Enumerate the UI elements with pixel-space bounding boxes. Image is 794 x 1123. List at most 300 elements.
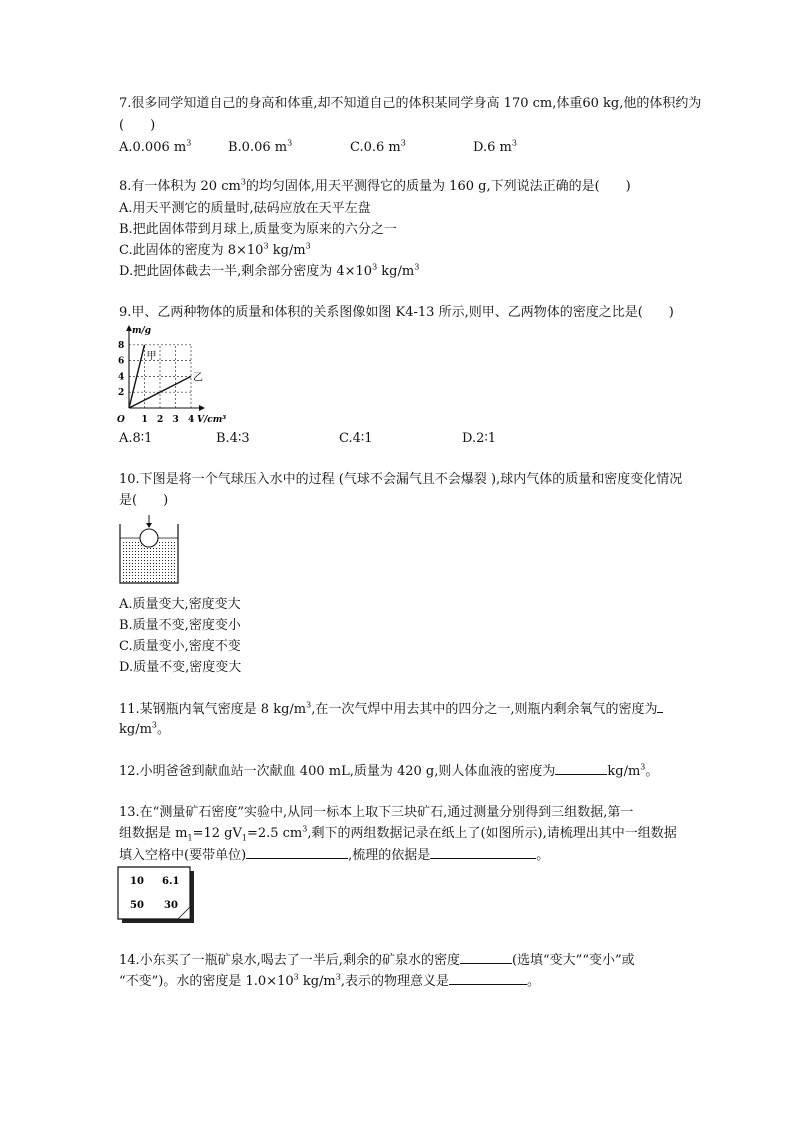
water-dot: [141, 566, 142, 567]
water-dot: [141, 554, 142, 555]
water-dot: [168, 575, 169, 576]
water-dot: [153, 572, 154, 573]
water-dot: [162, 557, 163, 558]
water-dot: [144, 566, 145, 567]
water-dot: [153, 578, 154, 579]
water-dot: [135, 581, 136, 582]
water-dot: [162, 551, 163, 552]
q9-option-a: A.8∶1: [119, 431, 153, 446]
water-dot: [123, 548, 124, 549]
water-dot: [150, 575, 151, 576]
water-dot: [129, 560, 130, 561]
water-dot: [135, 542, 136, 543]
water-dot: [141, 572, 142, 573]
water-dot: [141, 578, 142, 579]
q11-answer-blank[interactable]: [657, 700, 663, 713]
water-dot: [141, 557, 142, 558]
water-dot: [168, 548, 169, 549]
water-dot: [162, 566, 163, 567]
water-dot: [150, 563, 151, 564]
water-dot: [144, 554, 145, 555]
q9-option-c: C.4∶1: [339, 431, 373, 446]
water-dot: [135, 566, 136, 567]
water-dot: [141, 581, 142, 582]
water-dot: [132, 575, 133, 576]
q7-paren: ( ): [119, 118, 156, 133]
q14-meaning-blank[interactable]: [449, 972, 527, 985]
water-dot: [165, 551, 166, 552]
origin-label: O: [117, 415, 125, 425]
water-dot: [132, 563, 133, 564]
water-dot: [156, 548, 157, 549]
water-dot: [147, 560, 148, 561]
water-dot: [138, 563, 139, 564]
card-value-2: 6.1: [162, 876, 180, 887]
water-dot: [138, 542, 139, 543]
water-dot: [159, 551, 160, 552]
water-dot: [129, 551, 130, 552]
water-dot: [141, 563, 142, 564]
water-dot: [150, 581, 151, 582]
water-dot: [165, 542, 166, 543]
card-value-4: 30: [164, 900, 178, 911]
water-dot: [165, 548, 166, 549]
water-dot: [144, 548, 145, 549]
water-dot: [150, 572, 151, 573]
water-dot: [132, 572, 133, 573]
water-dot: [171, 581, 172, 582]
water-dot: [174, 569, 175, 570]
q7-option-c: C.0.6 $m^3$: [350, 138, 406, 155]
water-dot: [174, 560, 175, 561]
water-dot: [123, 560, 124, 561]
water-dot: [174, 566, 175, 567]
water-dot: [144, 557, 145, 558]
water-dot: [147, 557, 148, 558]
water-dot: [171, 542, 172, 543]
water-dot: [174, 551, 175, 552]
water-dot: [159, 581, 160, 582]
water-dot: [129, 542, 130, 543]
water-dot: [159, 578, 160, 579]
water-dot: [147, 578, 148, 579]
push-arrow-head: [146, 523, 152, 528]
water-dot: [135, 557, 136, 558]
water-dot: [126, 545, 127, 546]
water-dot: [126, 560, 127, 561]
water-dot: [165, 563, 166, 564]
water-dot: [162, 575, 163, 576]
water-dot: [156, 581, 157, 582]
water-dot: [147, 569, 148, 570]
water-dot: [174, 578, 175, 579]
water-dot: [126, 557, 127, 558]
water-dot: [174, 554, 175, 555]
x-tick-label-3: 3: [172, 415, 179, 425]
water-dot: [153, 551, 154, 552]
water-dot: [174, 542, 175, 543]
q10-stem-line1: 10.下图是将一个气球压入水中的过程 (气球不会漏气且不会爆裂 ),球内气体的质量和密度变化情况: [119, 472, 683, 487]
water-dot: [168, 578, 169, 579]
water-dot: [141, 551, 142, 552]
water-dot: [132, 560, 133, 561]
water-dot: [168, 542, 169, 543]
water-dot: [135, 551, 136, 552]
balloon: [140, 529, 158, 547]
water-dot: [138, 557, 139, 558]
water-dot: [168, 557, 169, 558]
water-dot: [147, 548, 148, 549]
water-dot: [165, 572, 166, 573]
water-dot: [165, 569, 166, 570]
water-dot: [126, 551, 127, 552]
water-dot: [153, 560, 154, 561]
water-dot: [138, 560, 139, 561]
balloon-in-water-figure: [117, 514, 181, 586]
water-dot: [123, 554, 124, 555]
water-dot: [171, 572, 172, 573]
water-dot: [132, 581, 133, 582]
water-dot: [132, 569, 133, 570]
water-dot: [162, 563, 163, 564]
water-dot: [135, 560, 136, 561]
q13-line3: 填入空格中(要带单位) ,梳理的依据是 。: [119, 848, 550, 863]
water-dot: [159, 545, 160, 546]
water-dot: [126, 578, 127, 579]
q14-density-blank[interactable]: [460, 951, 512, 964]
water-dot: [126, 563, 127, 564]
data-card-figure: [116, 866, 196, 924]
water-dot: [162, 572, 163, 573]
water-dot: [174, 572, 175, 573]
q13-data-blank[interactable]: [246, 846, 348, 859]
water-dot: [132, 554, 133, 555]
water-dot: [129, 548, 130, 549]
water-dot: [168, 551, 169, 552]
water-dot: [135, 569, 136, 570]
y-tick-label-4: 4: [118, 372, 125, 383]
water-dot: [153, 566, 154, 567]
x-tick-label-1: 1: [141, 415, 148, 425]
water-dot: [126, 542, 127, 543]
water-dot: [171, 566, 172, 567]
water-dot: [138, 551, 139, 552]
water-dot: [141, 560, 142, 561]
mass-volume-chart: [114, 322, 238, 428]
water-dot: [129, 581, 130, 582]
water-dot: [126, 575, 127, 576]
water-dot: [123, 563, 124, 564]
water-dot: [159, 563, 160, 564]
water-dot: [168, 554, 169, 555]
water-dot: [165, 566, 166, 567]
water-dot: [135, 572, 136, 573]
y-axis-label: m/g: [132, 326, 152, 336]
water-dot: [129, 563, 130, 564]
water-dot: [123, 575, 124, 576]
q7-option-d: D.6 $m^3$: [473, 138, 517, 155]
water-dot: [156, 566, 157, 567]
q13-basis-blank[interactable]: [430, 846, 536, 859]
water-dot: [162, 560, 163, 561]
water-dot: [156, 578, 157, 579]
water-dot: [147, 554, 148, 555]
card-value-3: 50: [130, 900, 144, 911]
water-dot: [156, 557, 157, 558]
water-dot: [147, 575, 148, 576]
series-label-1: 甲: [146, 350, 157, 362]
y-tick-label-2: 2: [118, 388, 125, 399]
water-dot: [168, 545, 169, 546]
water-dot: [123, 572, 124, 573]
water-dot: [159, 575, 160, 576]
y-tick-label-8: 8: [118, 340, 125, 351]
water-dot: [159, 548, 160, 549]
water-dot: [171, 560, 172, 561]
water-dot: [141, 545, 142, 546]
water-dot: [147, 566, 148, 567]
water-dot: [132, 548, 133, 549]
water-dot: [150, 578, 151, 579]
water-dot: [129, 545, 130, 546]
water-dot: [162, 554, 163, 555]
water-dot: [159, 560, 160, 561]
water-dot: [138, 554, 139, 555]
water-dot: [159, 566, 160, 567]
water-dot: [165, 560, 166, 561]
water-dot: [129, 569, 130, 570]
water-dot: [156, 563, 157, 564]
water-dot: [168, 581, 169, 582]
water-dot: [123, 545, 124, 546]
water-dot: [156, 572, 157, 573]
water-dot: [126, 581, 127, 582]
water-dot: [171, 545, 172, 546]
water-dot: [135, 575, 136, 576]
water-dot: [129, 557, 130, 558]
water-dot: [153, 557, 154, 558]
water-dot: [162, 581, 163, 582]
water-dot: [138, 566, 139, 567]
water-dot: [141, 575, 142, 576]
water-dot: [150, 554, 151, 555]
water-dot: [162, 578, 163, 579]
water-dot: [171, 548, 172, 549]
water-dot: [123, 569, 124, 570]
water-dot: [174, 557, 175, 558]
water-dot: [123, 581, 124, 582]
q11-unit: $kg/m^3$。: [119, 720, 171, 737]
water-dot: [126, 554, 127, 555]
q14-line1: 14.小东买了一瓶矿泉水,喝去了一半后,剩余的矿泉水的密度 (选填“变大”“变小”或: [119, 953, 635, 968]
q9-stem: 9.甲、乙两种物体的质量和体积的关系图像如图 K4-13 所示,则甲、乙两物体的密度之比是( ): [119, 305, 674, 320]
water-dot: [147, 581, 148, 582]
water-dot: [144, 551, 145, 552]
water-dot: [135, 554, 136, 555]
water-dot: [171, 557, 172, 558]
water-dot: [156, 551, 157, 552]
q13-line2: 组数据是 $m_1=12$ $gV_1=2.5$ $cm^3$,剩下的两组数据记录在纸上了(如图所示),请梳理出其中一组数据: [119, 824, 677, 843]
water-dot: [168, 563, 169, 564]
water-dot: [141, 569, 142, 570]
water-dot: [156, 569, 157, 570]
water-dot: [132, 551, 133, 552]
water-dot: [171, 569, 172, 570]
water-dot: [165, 578, 166, 579]
water-dot: [144, 581, 145, 582]
series-label-2: 乙: [193, 372, 203, 384]
water-dot: [123, 542, 124, 543]
water-dot: [174, 563, 175, 564]
q10-option-b: B.质量不变,密度变小: [119, 618, 241, 633]
water-dot: [129, 572, 130, 573]
x-axis-label: V/cm³: [197, 415, 227, 425]
q11-stem: 11.某钢瓶内氧气密度是 8 $kg/m^3$,在一次气焊中用去其中的四分之一,则瓶内剩余氧气的密度为: [119, 700, 663, 719]
q12-stem: 12.小明爸爸到献血站一次献血 400 mL,质量为 420 g,则人体血液的密度为 $kg/m^3$。: [119, 762, 659, 779]
water-dot: [171, 563, 172, 564]
water-dot: [150, 566, 151, 567]
water-dot: [171, 554, 172, 555]
q7-stem: 7.很多同学知道自己的身高和体重,却不知道自己的体积某同学身高 170 cm,体重60 kg,他的体积约为: [119, 96, 702, 111]
water-dot: [129, 554, 130, 555]
water-dot: [165, 557, 166, 558]
water-dot: [135, 548, 136, 549]
water-dot: [165, 581, 166, 582]
water-dot: [159, 554, 160, 555]
water-dot: [150, 551, 151, 552]
water-dot: [165, 545, 166, 546]
water-dot: [159, 542, 160, 543]
water-dot: [135, 563, 136, 564]
water-dot: [138, 578, 139, 579]
water-dot: [132, 542, 133, 543]
water-dot: [174, 548, 175, 549]
water-dot: [150, 560, 151, 561]
q10-option-d: D.质量不变,密度变大: [119, 660, 242, 675]
water-dot: [159, 557, 160, 558]
water-dot: [153, 548, 154, 549]
water-dot: [171, 551, 172, 552]
water-dot: [153, 575, 154, 576]
water-dot: [132, 578, 133, 579]
water-dot: [126, 569, 127, 570]
water-dot: [150, 548, 151, 549]
water-dot: [126, 572, 127, 573]
water-dot: [168, 560, 169, 561]
water-dot: [150, 557, 151, 558]
water-dot: [168, 572, 169, 573]
water-dot: [159, 569, 160, 570]
water-dot: [174, 545, 175, 546]
water-dot: [147, 572, 148, 573]
water-dot: [138, 572, 139, 573]
water-dot: [138, 548, 139, 549]
water-dot: [138, 575, 139, 576]
water-dot: [123, 557, 124, 558]
water-dot: [129, 575, 130, 576]
water-dot: [162, 569, 163, 570]
x-tick-label-2: 2: [157, 415, 164, 425]
water-dot: [123, 551, 124, 552]
water-dot: [132, 557, 133, 558]
water-dot: [156, 554, 157, 555]
water-dots: [123, 542, 175, 582]
water-dot: [138, 545, 139, 546]
water-dot: [126, 548, 127, 549]
water-dot: [159, 572, 160, 573]
q13-line1: 13.在“测量矿石密度”实验中,从同一标本上取下三块矿石,通过测量分别得到三组数据,第一: [119, 805, 634, 820]
water-dot: [144, 560, 145, 561]
water-dot: [147, 563, 148, 564]
water-dot: [144, 569, 145, 570]
water-dot: [162, 545, 163, 546]
water-dot: [171, 578, 172, 579]
water-dot: [174, 575, 175, 576]
water-dot: [135, 578, 136, 579]
water-dot: [156, 575, 157, 576]
water-dot: [168, 569, 169, 570]
water-dot: [141, 548, 142, 549]
q9-option-d: D.2∶1: [462, 431, 497, 446]
y-tick-label-6: 6: [118, 356, 125, 367]
water-dot: [165, 554, 166, 555]
q8-option-b: B.把此固体带到月球上,质量变为原来的六分之一: [119, 222, 397, 237]
water-dot: [132, 545, 133, 546]
water-dot: [126, 566, 127, 567]
x-axis-arrow: [199, 405, 205, 411]
q10-stem-line2: 是( ): [119, 493, 169, 508]
water-dot: [123, 566, 124, 567]
card-value-1: 10: [130, 876, 144, 887]
water-dot: [147, 551, 148, 552]
water-dot: [162, 542, 163, 543]
q14-line2: “不变”)。水的密度是 $1.0\times 10^3$ $kg/m^3$,表示的物理意义是 。: [119, 972, 540, 989]
water-dot: [162, 548, 163, 549]
q8-option-d: D.把此固体截去一半,剩余部分密度为 $4\times 10^3$ $kg/m^3$: [119, 262, 420, 279]
water-dot: [123, 578, 124, 579]
water-dot: [153, 563, 154, 564]
water-dot: [144, 563, 145, 564]
water-dot: [174, 581, 175, 582]
water-dot: [153, 569, 154, 570]
q8-option-c: C.此固体的密度为 $8\times 10^3$ $kg/m^3$: [119, 241, 311, 258]
q7-option-b: B.0.06 $m^3$: [228, 138, 293, 155]
water-dot: [156, 560, 157, 561]
water-dot: [165, 575, 166, 576]
water-dot: [138, 581, 139, 582]
q7-option-a: A.0.006 $m^3$: [119, 138, 192, 155]
q8-stem: 8.有一体积为 20 $cm^3$的均匀固体,用天平测得它的质量为 160 g,下列说法正确的是( ): [119, 177, 631, 194]
water-dot: [129, 566, 130, 567]
card: [118, 867, 190, 919]
water-dot: [171, 575, 172, 576]
q12-answer-blank[interactable]: [555, 762, 607, 775]
water-dot: [144, 575, 145, 576]
water-dot: [132, 566, 133, 567]
water-dot: [153, 554, 154, 555]
water-dot: [144, 572, 145, 573]
water-dot: [138, 569, 139, 570]
water-dot: [150, 569, 151, 570]
x-tick-label-4: 4: [188, 415, 195, 425]
q10-option-c: C.质量变小,密度不变: [119, 639, 241, 654]
water-dot: [144, 578, 145, 579]
water-dot: [135, 545, 136, 546]
q9-option-b: B.4∶3: [216, 431, 250, 446]
water-dot: [153, 581, 154, 582]
q8-option-a: A.用天平测它的质量时,砝码应放在天平左盘: [119, 201, 371, 216]
water-dot: [129, 578, 130, 579]
